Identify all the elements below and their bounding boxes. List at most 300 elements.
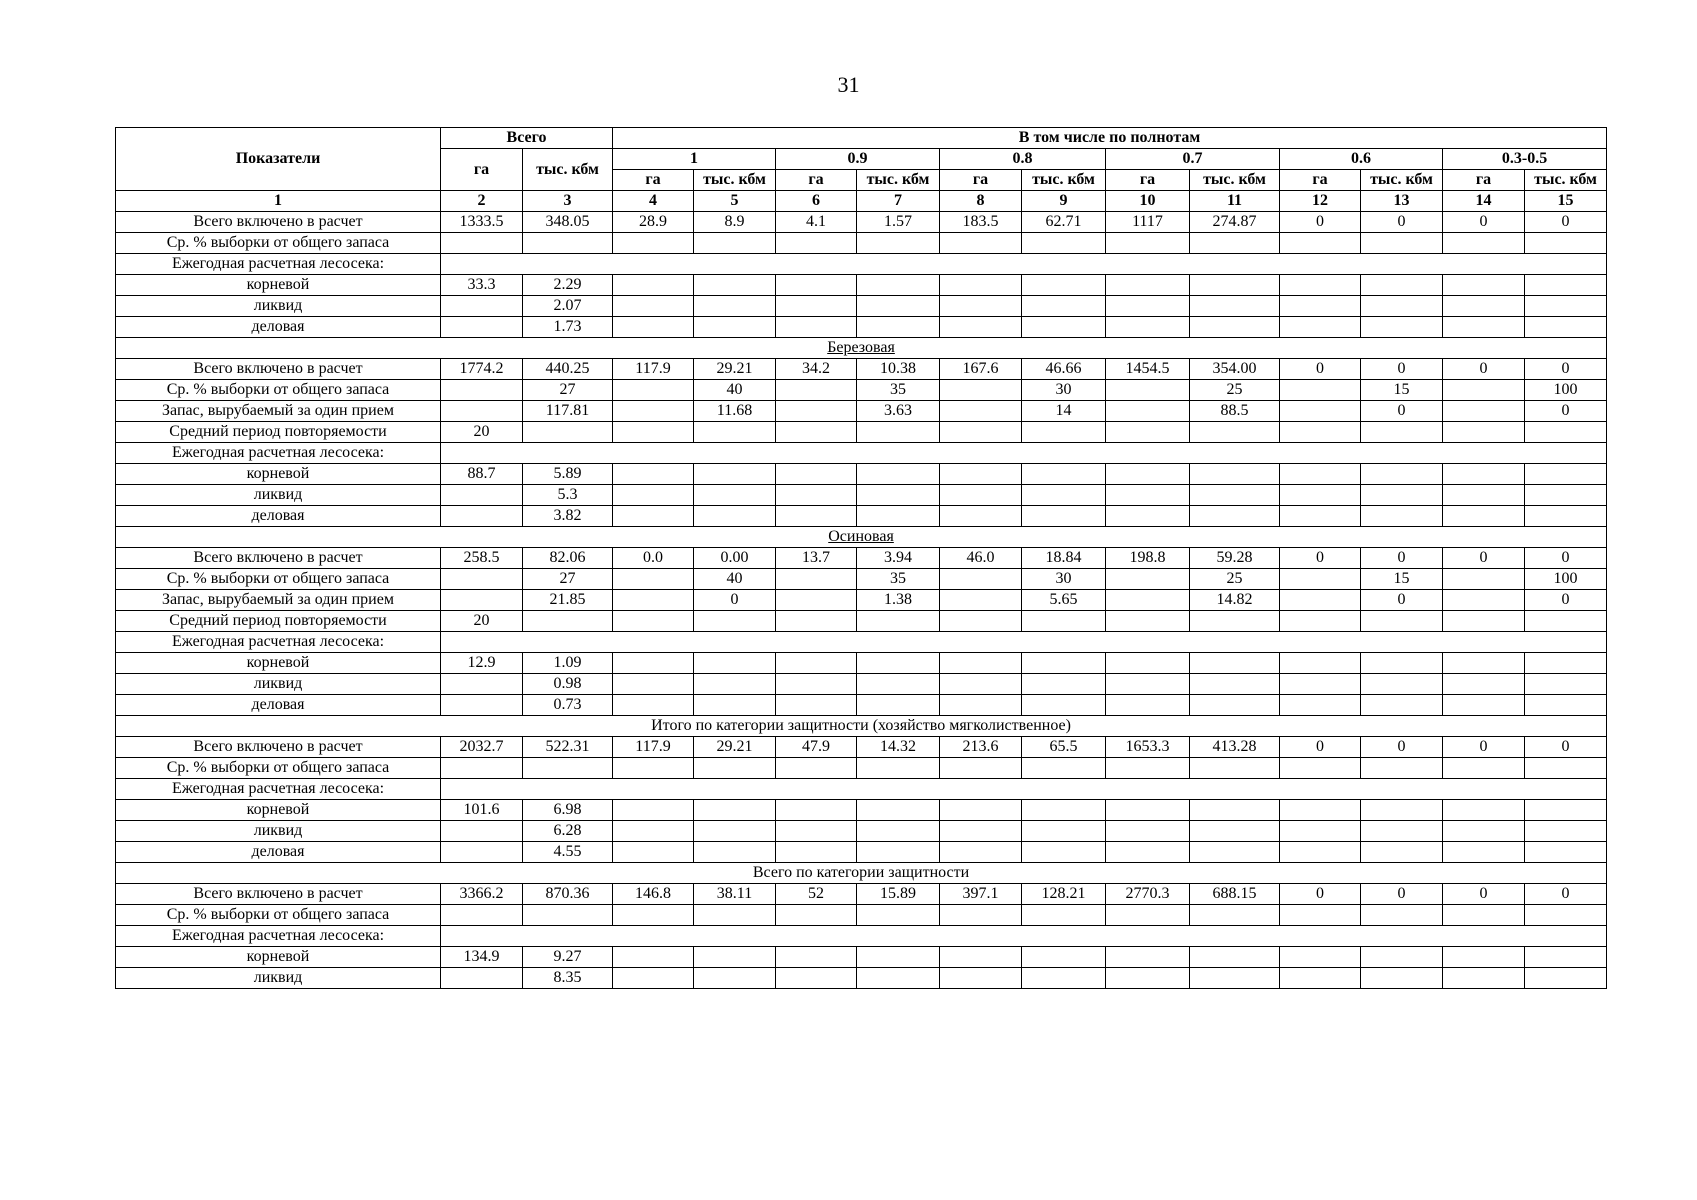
table-cell: 0.0 (613, 548, 694, 569)
forest-table-container (115, 127, 1606, 989)
table-cell (613, 590, 694, 611)
row-label: ликвид (116, 485, 441, 506)
section-title: Итого по категории защитности (хозяйство мягколиственное) (651, 717, 1071, 734)
table-cell (1190, 485, 1280, 506)
table-row (116, 758, 1607, 779)
row-label: Всего включено в расчет (116, 212, 441, 233)
table-cell (1280, 422, 1361, 443)
table-cell (1190, 905, 1280, 926)
table-cell (1443, 401, 1525, 422)
column-number: 6 (776, 191, 857, 212)
table-cell (1106, 464, 1190, 485)
table-cell (1525, 611, 1607, 632)
table-row (116, 233, 1607, 254)
table-cell: 146.8 (613, 884, 694, 905)
table-cell (940, 653, 1022, 674)
table-cell: 0.00 (694, 548, 776, 569)
header-unit-th-cbm: тыс. кбм (857, 170, 940, 191)
table-cell (1525, 758, 1607, 779)
table-cell (441, 233, 523, 254)
table-cell (940, 800, 1022, 821)
header-density: 0.7 (1106, 149, 1280, 170)
table-row (116, 422, 1607, 443)
table-cell (776, 842, 857, 863)
table-cell: 46.66 (1022, 359, 1106, 380)
table-cell: 274.87 (1190, 212, 1280, 233)
table-cell (523, 611, 613, 632)
table-cell: 4.1 (776, 212, 857, 233)
table-cell: 15 (1361, 569, 1443, 590)
table-cell (1361, 506, 1443, 527)
table-cell (940, 401, 1022, 422)
page-number: 31 (837, 72, 860, 97)
table-cell (613, 968, 694, 989)
table-cell (694, 464, 776, 485)
column-number: 2 (441, 191, 523, 212)
table-cell (1361, 611, 1443, 632)
table-cell (940, 317, 1022, 338)
row-label: Всего включено в расчет (116, 548, 441, 569)
table-cell: 1117 (1106, 212, 1190, 233)
section-row (116, 338, 1607, 359)
table-cell: 213.6 (940, 737, 1022, 758)
table-row (116, 212, 1607, 233)
table-row (116, 380, 1607, 401)
table-cell (1443, 695, 1525, 716)
table-cell (694, 275, 776, 296)
table-cell (1106, 485, 1190, 506)
table-cell (1443, 590, 1525, 611)
header-density: 0.3-0.5 (1443, 149, 1607, 170)
table-row (116, 653, 1607, 674)
table-cell (441, 968, 523, 989)
section-row (116, 863, 1607, 884)
table-cell: 101.6 (441, 800, 523, 821)
table-cell (1280, 674, 1361, 695)
table-cell (441, 485, 523, 506)
table-cell (776, 611, 857, 632)
table-row (116, 485, 1607, 506)
row-label: деловая (116, 317, 441, 338)
empty-span-cell (441, 632, 1607, 653)
table-cell (1525, 821, 1607, 842)
table-cell: 183.5 (940, 212, 1022, 233)
table-cell: 59.28 (1190, 548, 1280, 569)
table-cell (776, 968, 857, 989)
table-cell (1190, 821, 1280, 842)
table-cell (1190, 422, 1280, 443)
table-cell (857, 758, 940, 779)
table-cell (1190, 695, 1280, 716)
table-cell (1190, 674, 1280, 695)
table-cell (1280, 296, 1361, 317)
row-label: Средний период повторяемости (116, 422, 441, 443)
header-unit-ha: га (776, 170, 857, 191)
empty-span-cell (441, 254, 1607, 275)
header-unit-th-cbm: тыс. кбм (1361, 170, 1443, 191)
table-cell: 35 (857, 569, 940, 590)
table-cell (776, 905, 857, 926)
table-cell (776, 401, 857, 422)
header-total-th-cbm: тыс. кбм (523, 149, 613, 191)
table-cell (613, 695, 694, 716)
table-cell: 117.9 (613, 359, 694, 380)
table-cell: 46.0 (940, 548, 1022, 569)
table-cell: 0 (1525, 884, 1607, 905)
table-cell (1190, 506, 1280, 527)
table-cell (1443, 905, 1525, 926)
table-cell (613, 485, 694, 506)
empty-span-cell (441, 926, 1607, 947)
table-cell: 3.94 (857, 548, 940, 569)
table-cell (1022, 422, 1106, 443)
table-cell (441, 821, 523, 842)
header-unit-ha: га (1280, 170, 1361, 191)
table-cell: 2032.7 (441, 737, 523, 758)
table-cell (1190, 842, 1280, 863)
table-cell (613, 464, 694, 485)
table-cell (1361, 653, 1443, 674)
table-cell (1443, 800, 1525, 821)
table-cell (940, 695, 1022, 716)
table-cell (441, 758, 523, 779)
table-cell (1022, 506, 1106, 527)
column-number: 5 (694, 191, 776, 212)
table-cell: 0 (1443, 359, 1525, 380)
table-cell: 688.15 (1190, 884, 1280, 905)
table-cell (1190, 968, 1280, 989)
table-cell (523, 422, 613, 443)
table-row (116, 947, 1607, 968)
table-cell (613, 380, 694, 401)
table-cell: 1.73 (523, 317, 613, 338)
table-cell: 8.9 (694, 212, 776, 233)
table-header (116, 128, 1607, 212)
table-cell (1190, 653, 1280, 674)
table-cell (1022, 653, 1106, 674)
table-cell (1190, 233, 1280, 254)
table-cell (694, 485, 776, 506)
table-cell (613, 821, 694, 842)
table-cell (613, 275, 694, 296)
table-cell: 100 (1525, 380, 1607, 401)
table-cell (1525, 422, 1607, 443)
table-cell: 117.9 (613, 737, 694, 758)
table-cell (613, 506, 694, 527)
table-cell (1443, 842, 1525, 863)
table-cell (1443, 506, 1525, 527)
row-label: ликвид (116, 674, 441, 695)
table-cell (1443, 233, 1525, 254)
table-cell (1361, 317, 1443, 338)
table-cell: 397.1 (940, 884, 1022, 905)
table-cell (1443, 569, 1525, 590)
table-cell (1280, 317, 1361, 338)
table-cell (441, 317, 523, 338)
table-cell: 1333.5 (441, 212, 523, 233)
table-cell: 9.27 (523, 947, 613, 968)
table-cell (1106, 233, 1190, 254)
section-row (116, 527, 1607, 548)
table-cell (613, 653, 694, 674)
table-cell (694, 821, 776, 842)
table-cell: 2.07 (523, 296, 613, 317)
table-cell (1525, 842, 1607, 863)
table-cell: 1.57 (857, 212, 940, 233)
table-cell (694, 674, 776, 695)
table-cell (1022, 464, 1106, 485)
row-label: Ср. % выборки от общего запаса (116, 233, 441, 254)
header-density: 1 (613, 149, 776, 170)
table-cell: 88.7 (441, 464, 523, 485)
row-label: Средний период повторяемости (116, 611, 441, 632)
table-cell (441, 695, 523, 716)
table-cell (1106, 296, 1190, 317)
row-label: Всего включено в расчет (116, 737, 441, 758)
table-cell (1361, 758, 1443, 779)
table-cell (857, 968, 940, 989)
table-cell: 33.3 (441, 275, 523, 296)
table-cell (613, 800, 694, 821)
table-row (116, 275, 1607, 296)
table-cell (1190, 947, 1280, 968)
table-cell (1022, 611, 1106, 632)
table-cell (1525, 485, 1607, 506)
table-cell (613, 569, 694, 590)
table-cell (1361, 968, 1443, 989)
row-label: ликвид (116, 821, 441, 842)
table-cell: 6.28 (523, 821, 613, 842)
table-cell (1106, 422, 1190, 443)
row-label: деловая (116, 842, 441, 863)
table-cell: 1653.3 (1106, 737, 1190, 758)
table-cell (1525, 506, 1607, 527)
table-cell: 11.68 (694, 401, 776, 422)
table-cell (523, 233, 613, 254)
table-cell (776, 947, 857, 968)
table-cell: 13.7 (776, 548, 857, 569)
header-unit-ha: га (1106, 170, 1190, 191)
table-cell (1443, 758, 1525, 779)
table-cell (1022, 485, 1106, 506)
row-label: корневой (116, 800, 441, 821)
table-cell (1443, 611, 1525, 632)
table-row (116, 968, 1607, 989)
table-cell (613, 947, 694, 968)
row-label: корневой (116, 464, 441, 485)
table-cell (1106, 968, 1190, 989)
table-cell (1525, 674, 1607, 695)
table-cell (694, 800, 776, 821)
table-cell: 0 (1525, 590, 1607, 611)
table-cell: 14.32 (857, 737, 940, 758)
table-cell: 1774.2 (441, 359, 523, 380)
table-cell (776, 800, 857, 821)
table-cell (857, 317, 940, 338)
row-label: Ежегодная расчетная лесосека: (116, 779, 441, 800)
table-cell (1361, 800, 1443, 821)
column-number: 4 (613, 191, 694, 212)
table-cell (776, 674, 857, 695)
table-cell (1106, 401, 1190, 422)
table-cell: 5.89 (523, 464, 613, 485)
table-cell (857, 464, 940, 485)
table-cell: 52 (776, 884, 857, 905)
row-label: Всего включено в расчет (116, 359, 441, 380)
table-cell: 0 (1443, 548, 1525, 569)
table-cell: 0 (1361, 884, 1443, 905)
table-cell (613, 758, 694, 779)
table-cell (857, 485, 940, 506)
column-number: 8 (940, 191, 1022, 212)
header-unit-th-cbm: тыс. кбм (694, 170, 776, 191)
table-cell (1022, 674, 1106, 695)
table-cell (940, 674, 1022, 695)
table-cell (613, 842, 694, 863)
table-cell (1361, 842, 1443, 863)
table-cell (441, 401, 523, 422)
table-cell: 15 (1361, 380, 1443, 401)
table-cell: 28.9 (613, 212, 694, 233)
table-cell (1106, 653, 1190, 674)
table-row (116, 569, 1607, 590)
table-cell (1525, 233, 1607, 254)
table-cell (1022, 905, 1106, 926)
table-cell (940, 380, 1022, 401)
row-label: Ежегодная расчетная лесосека: (116, 926, 441, 947)
column-number: 1 (116, 191, 441, 212)
column-number: 3 (523, 191, 613, 212)
table-cell (1525, 947, 1607, 968)
table-cell (776, 296, 857, 317)
table-cell (1443, 422, 1525, 443)
table-cell (776, 485, 857, 506)
table-row (116, 695, 1607, 716)
table-cell (1280, 611, 1361, 632)
table-cell: 0 (1280, 737, 1361, 758)
column-number: 9 (1022, 191, 1106, 212)
table-cell (940, 422, 1022, 443)
table-cell: 35 (857, 380, 940, 401)
table-cell (1443, 674, 1525, 695)
table-cell (1022, 842, 1106, 863)
table-cell (776, 275, 857, 296)
table-cell (694, 296, 776, 317)
table-cell (940, 842, 1022, 863)
table-cell (940, 968, 1022, 989)
table-row (116, 548, 1607, 569)
section-row (116, 716, 1607, 737)
table-cell (776, 653, 857, 674)
table-row (116, 611, 1607, 632)
section-title-cell (116, 716, 1607, 737)
table-cell (1525, 317, 1607, 338)
table-cell (1280, 275, 1361, 296)
table-row (116, 926, 1607, 947)
table-cell (1106, 380, 1190, 401)
table-cell (1190, 464, 1280, 485)
table-cell: 5.65 (1022, 590, 1106, 611)
table-cell: 0.73 (523, 695, 613, 716)
table-cell (694, 611, 776, 632)
table-cell (1022, 947, 1106, 968)
table-cell (1280, 569, 1361, 590)
table-cell (1106, 905, 1190, 926)
table-cell: 14 (1022, 401, 1106, 422)
table-cell (1361, 485, 1443, 506)
table-row (116, 905, 1607, 926)
table-cell (857, 821, 940, 842)
table-cell (1361, 905, 1443, 926)
table-cell: 0 (1443, 212, 1525, 233)
table-cell (694, 422, 776, 443)
table-cell (940, 590, 1022, 611)
table-cell (1525, 464, 1607, 485)
table-cell (1106, 275, 1190, 296)
table-row (116, 443, 1607, 464)
table-cell (694, 317, 776, 338)
table-cell (1190, 611, 1280, 632)
table-cell: 0 (1443, 737, 1525, 758)
header-unit-ha: га (613, 170, 694, 191)
table-cell (857, 296, 940, 317)
header-density: 0.9 (776, 149, 940, 170)
table-cell: 47.9 (776, 737, 857, 758)
table-cell (613, 611, 694, 632)
table-cell (857, 422, 940, 443)
table-cell (940, 275, 1022, 296)
table-cell (1525, 275, 1607, 296)
table-cell (776, 569, 857, 590)
row-label: Ежегодная расчетная лесосека: (116, 632, 441, 653)
table-cell: 38.11 (694, 884, 776, 905)
table-cell (1443, 947, 1525, 968)
table-row (116, 821, 1607, 842)
forest-table (115, 127, 1607, 989)
table-cell (1022, 296, 1106, 317)
table-cell: 30 (1022, 380, 1106, 401)
section-title: Осиновая (828, 528, 894, 545)
table-cell: 40 (694, 569, 776, 590)
table-cell: 0 (1361, 212, 1443, 233)
table-cell (1106, 569, 1190, 590)
table-cell (857, 611, 940, 632)
table-cell: 82.06 (523, 548, 613, 569)
table-cell (1443, 653, 1525, 674)
table-cell (613, 401, 694, 422)
row-label: деловая (116, 506, 441, 527)
table-cell: 258.5 (441, 548, 523, 569)
table-cell: 25 (1190, 569, 1280, 590)
table-cell: 0 (694, 590, 776, 611)
table-row (116, 464, 1607, 485)
column-number: 10 (1106, 191, 1190, 212)
table-cell (1106, 590, 1190, 611)
table-cell (1022, 758, 1106, 779)
table-cell: 65.5 (1022, 737, 1106, 758)
table-cell (1443, 821, 1525, 842)
header-indicators: Показатели (116, 128, 441, 191)
row-label: Ср. % выборки от общего запаса (116, 758, 441, 779)
table-cell (1361, 296, 1443, 317)
table-cell (694, 758, 776, 779)
header-density: 0.8 (940, 149, 1106, 170)
table-cell (441, 842, 523, 863)
table-cell: 21.85 (523, 590, 613, 611)
table-row (116, 359, 1607, 380)
table-cell (441, 296, 523, 317)
table-cell: 14.82 (1190, 590, 1280, 611)
